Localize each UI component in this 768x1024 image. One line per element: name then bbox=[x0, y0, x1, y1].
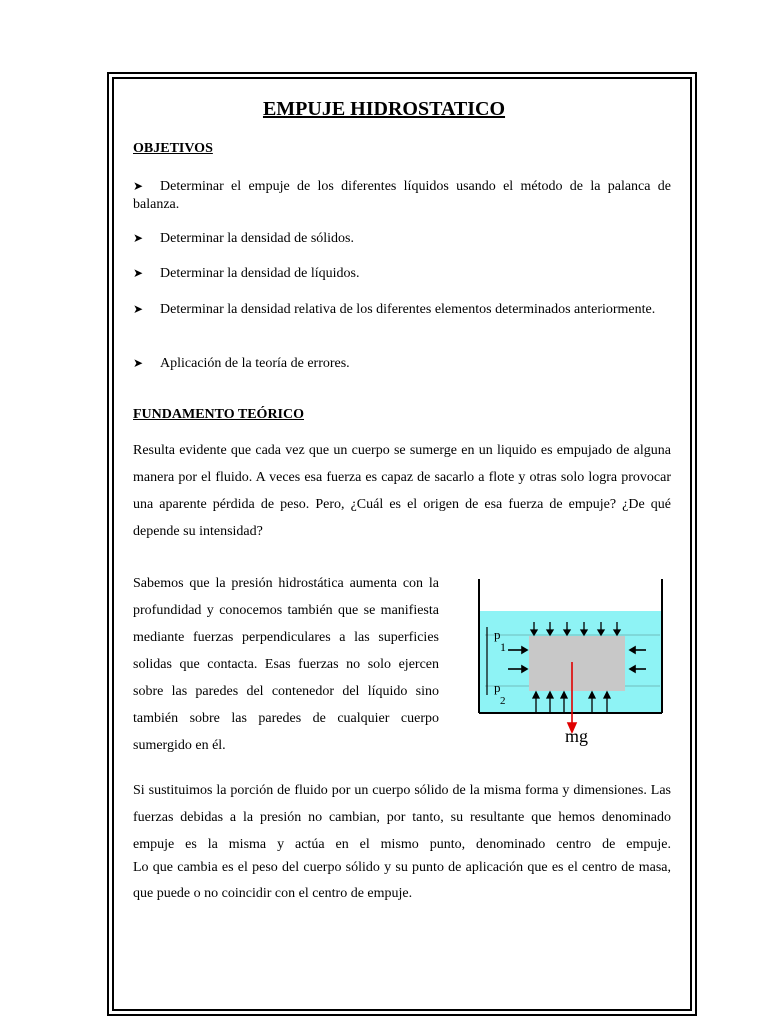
objetivo-item: ➤ Determinar la densidad relativa de los diferentes elementos determinados anteriormente. bbox=[133, 302, 656, 317]
p2-index: 2 bbox=[500, 695, 506, 707]
arrow-bullet-icon: ➤ bbox=[133, 266, 144, 280]
p2-label: p bbox=[494, 680, 501, 695]
arrow-bullet-icon: ➤ bbox=[133, 356, 144, 370]
paragraph-pressure: Sabemos que la presión hidrostática aumenta con la profundidad y conocemos también que se manifiesta mediante fuerzas perpendiculares a las superficies solidas que contacta. Esas fuerzas no solo ejercen sobre las paredes del contenedor del líquido sino también sobre las paredes de cualquier cuerpo sumergido en él. bbox=[133, 576, 439, 753]
objetivo-item: ➤ Determinar la densidad de líquidos. bbox=[133, 266, 360, 281]
objetivo-item: ➤ Determinar el empuje de los diferentes líquidos usando el método de la palanca de balanza. bbox=[133, 179, 671, 212]
p1-label: p bbox=[494, 627, 501, 642]
arrow-bullet-icon: ➤ bbox=[133, 179, 144, 193]
paragraph-substitution: Si sustituimos la porción de fluido por un cuerpo sólido de la misma forma y dimensiones. Las fuerzas debidas a la presión no cambian, por tanto, su resultante que hemos denominado empuje es la misma y actúa en el mismo punto, denominado centro de empuje. bbox=[133, 783, 671, 852]
arrow-bullet-icon: ➤ bbox=[133, 231, 144, 245]
weight-label: mg bbox=[565, 726, 589, 746]
arrow-bullet-icon: ➤ bbox=[133, 302, 144, 316]
objetivos-heading: OBJETIVOS bbox=[133, 141, 213, 156]
submerged-block bbox=[529, 636, 625, 691]
buoyancy-diagram bbox=[470, 575, 675, 750]
objetivo-item: ➤ Determinar la densidad de sólidos. bbox=[133, 231, 355, 246]
p1-index: 1 bbox=[500, 640, 506, 654]
fundamento-heading: FUNDAMENTO TEÓRICO bbox=[133, 407, 305, 422]
paragraph-origin-question: Resulta evidente que cada vez que un cuerpo se sumerge en un liquido es empujado de alguna manera por el fluido. A veces esa fuerza es capaz de sacarlo a flote y otras solo logra provocar una aparente pérdida de peso. Pero, ¿Cuál es el origen de esa fuerza de empuje? ¿De qué depende su intensidad? bbox=[133, 443, 671, 539]
paragraph-weight: Lo que cambia es el peso del cuerpo sólido y su punto de aplicación que es el centro de masa, que puede o no coincidir con el centro de empuje. bbox=[133, 860, 671, 901]
objetivo-item: ➤ Aplicación de la teoría de errores. bbox=[133, 356, 350, 371]
page-title: EMPUJE HIDROSTATICO bbox=[262, 98, 506, 120]
